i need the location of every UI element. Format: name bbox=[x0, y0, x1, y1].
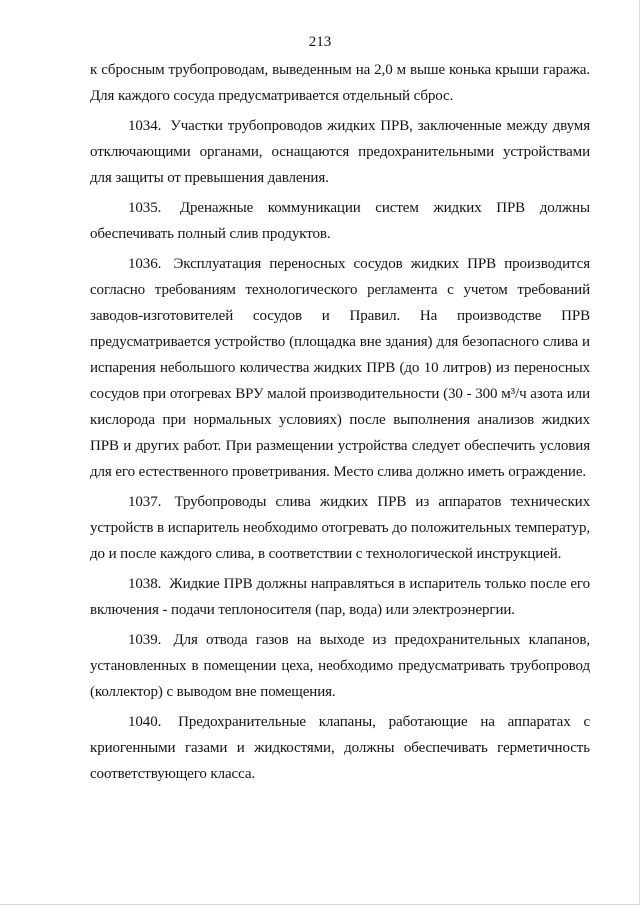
document-body bbox=[90, 57, 590, 791]
paragraph-continuation bbox=[90, 57, 590, 109]
paragraph-number: 1040. bbox=[128, 714, 162, 730]
paragraph-1040 bbox=[90, 709, 590, 787]
paragraph-1037 bbox=[90, 489, 590, 567]
page-number: 213 bbox=[308, 34, 332, 50]
paragraph-number: 1034. bbox=[128, 118, 162, 134]
paragraph-1038 bbox=[90, 571, 590, 623]
paragraph-number: 1036. bbox=[128, 256, 162, 272]
paragraph-text: Для отвода газов на выходе из предохранительных клапанов, установленных в помещении цеха, необходимо предусматривать трубопровод (коллектор) с выводом вне помещения. bbox=[90, 632, 590, 700]
paragraph-1034 bbox=[90, 113, 590, 191]
paragraph-1035 bbox=[90, 195, 590, 247]
paragraph-1036 bbox=[90, 251, 590, 485]
paragraph-text: Участки трубопроводов жидких ПРВ, заключенные между двумя отключающими органами, оснащаются предохранительными устройствами для защиты от превышения давления. bbox=[90, 118, 590, 186]
paragraph-number: 1035. bbox=[128, 200, 162, 216]
paragraph-text: Эксплуатация переносных сосудов жидких ПРВ производится согласно требованиям технологического регламента с учетом требований заводов-изготовителей сосудов и Правил. На производстве ПРВ предусматривается устройство (площадка вне здания) для безопасного слива и испарения небольшого количества жидких ПРВ (до 10 литров) из переносных сосудов при отогревах ВРУ малой производительности (30 - 300 м³/ч азота или кислорода при нормальных условиях) после выполнения анализов жидких ПРВ и других работ. При размещении устройства следует обеспечить условия для его естественного проветривания. Место слива должно иметь ограждение. bbox=[90, 256, 590, 480]
paragraph-number: 1037. bbox=[128, 494, 162, 510]
paragraph-text: Жидкие ПРВ должны направляться в испаритель только после его включения - подачи теплоносителя (пар, вода) или электроэнергии. bbox=[90, 576, 590, 618]
paragraph-number: 1038. bbox=[128, 576, 162, 592]
paragraph-text: Дренажные коммуникации систем жидких ПРВ должны обеспечивать полный слив продуктов. bbox=[90, 200, 590, 242]
paragraph-text: к сбросным трубопроводам, выведенным на 2,0 м выше конька крыши гаража. Для каждого сосуда предусматривается отдельный сброс. bbox=[90, 62, 590, 104]
paragraph-text: Предохранительные клапаны, работающие на аппаратах с криогенными газами и жидкостями, должны обеспечивать герметичность соответствующего класса. bbox=[90, 714, 591, 782]
paragraph-text: Трубопроводы слива жидких ПРВ из аппаратов технических устройств в испаритель необходимо отогревать до положительных температур, до и после каждого слива, в соответствии с технологической инструкцией. bbox=[90, 494, 590, 562]
paragraph-1039 bbox=[90, 627, 590, 705]
paragraph-number: 1039. bbox=[128, 632, 162, 648]
